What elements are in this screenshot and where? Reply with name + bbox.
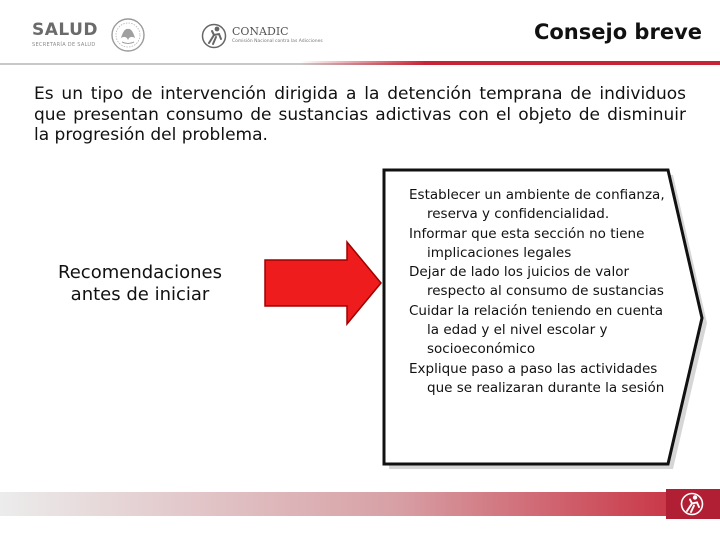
- list-item: Establecer un ambiente de confianza, reserva y confidencialidad.: [409, 187, 665, 223]
- intro-paragraph: Es un tipo de intervención dirigida a la detención temprana de individuos que presentan consumo de sustancias adictivas con el objeto de disminuir la progresión del problema.: [34, 84, 686, 145]
- footer-bar: [0, 492, 720, 516]
- salud-logo-sub: SECRETARÍA DE SALUD: [32, 42, 96, 48]
- conadic-figure-icon: [200, 22, 230, 50]
- recommendations-label: Recomendaciones antes de iniciar: [58, 262, 222, 305]
- salud-logo-word: SALUD: [32, 20, 99, 40]
- header-accent-line: [300, 61, 720, 65]
- conadic-logo-sub: Comisión Nacional contra las Adicciones: [232, 39, 323, 44]
- right-arrow-icon: [263, 240, 385, 326]
- page-title: Consejo breve: [533, 20, 702, 44]
- conadic-logo: [200, 22, 323, 50]
- footer-figure-icon: [678, 491, 706, 517]
- list-item: Dejar de lado los juicios de valor respecto al consumo de sustancias: [409, 264, 664, 300]
- list-item: Explique paso a paso las actividades que se realizaran durante la sesión: [409, 360, 665, 396]
- seal-icon: [110, 16, 146, 54]
- recommendations-list: [409, 186, 669, 398]
- list-item: Informar que esta sección no tiene implicaciones legales: [409, 225, 645, 261]
- conadic-logo-word: CONADIC: [232, 25, 289, 38]
- list-item: Cuidar la relación teniendo en cuenta la edad y el nivel escolar y socioeconómico: [409, 302, 664, 358]
- salud-logo: [30, 20, 102, 50]
